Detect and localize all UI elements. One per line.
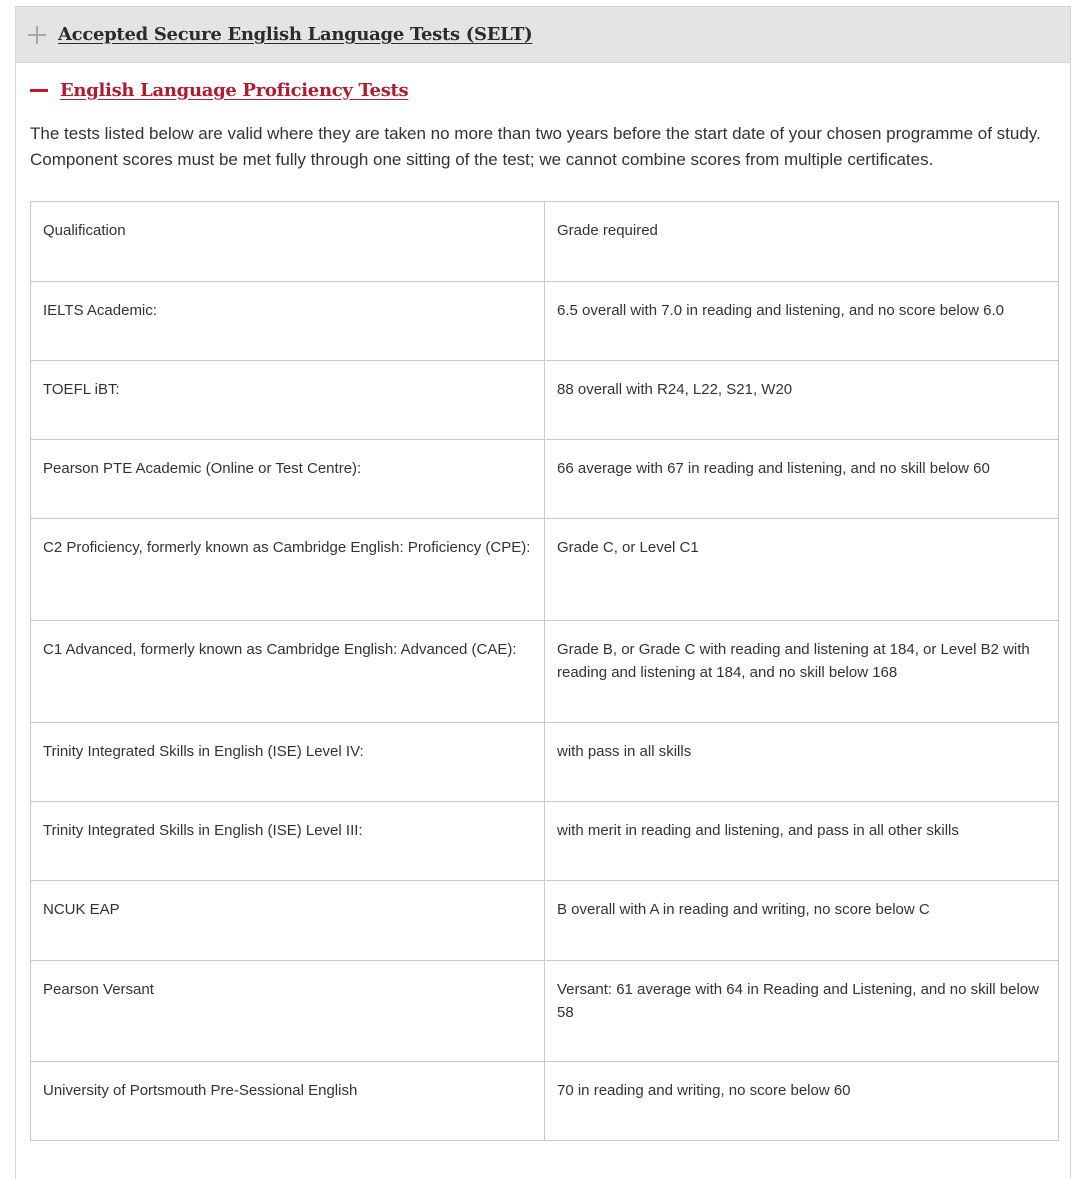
table-row bbox=[31, 802, 1059, 881]
accordion bbox=[15, 6, 1071, 1179]
grade-cell: with merit in reading and listening, and pass in all other skills bbox=[545, 802, 1059, 881]
plus-icon[interactable] bbox=[28, 26, 46, 44]
qualification-cell: C2 Proficiency, formerly known as Cambridge English: Proficiency (CPE): bbox=[31, 519, 545, 621]
proficiency-accordion-title[interactable]: English Language Proficiency Tests bbox=[60, 79, 409, 101]
table-row bbox=[31, 961, 1059, 1062]
qualification-cell: Trinity Integrated Skills in English (ISE) Level IV: bbox=[31, 723, 545, 802]
grade-cell: 70 in reading and writing, no score below 60 bbox=[545, 1062, 1059, 1141]
header-qualification: Qualification bbox=[31, 202, 545, 282]
proficiency-panel bbox=[16, 65, 1070, 1141]
requirements-table bbox=[30, 201, 1059, 1141]
qualification-cell: Pearson Versant bbox=[31, 961, 545, 1062]
qualification-cell: TOEFL iBT: bbox=[31, 361, 545, 440]
grade-cell: B overall with A in reading and writing, no score below C bbox=[545, 881, 1059, 961]
proficiency-accordion-header[interactable] bbox=[30, 65, 1056, 115]
table-row bbox=[31, 1062, 1059, 1141]
table-row bbox=[31, 621, 1059, 723]
table-header-row bbox=[31, 202, 1059, 282]
header-grade: Grade required bbox=[545, 202, 1059, 282]
grade-cell: 88 overall with R24, L22, S21, W20 bbox=[545, 361, 1059, 440]
qualification-cell: University of Portsmouth Pre-Sessional English bbox=[31, 1062, 545, 1141]
minus-icon[interactable] bbox=[30, 81, 48, 99]
qualification-cell: NCUK EAP bbox=[31, 881, 545, 961]
table-row bbox=[31, 361, 1059, 440]
table-row bbox=[31, 723, 1059, 802]
grade-cell: with pass in all skills bbox=[545, 723, 1059, 802]
qualification-cell: IELTS Academic: bbox=[31, 282, 545, 361]
grade-cell: Versant: 61 average with 64 in Reading and Listening, and no skill below 58 bbox=[545, 961, 1059, 1062]
qualification-cell: Pearson PTE Academic (Online or Test Centre): bbox=[31, 440, 545, 519]
table-row bbox=[31, 881, 1059, 961]
selt-accordion-header[interactable] bbox=[16, 7, 1070, 63]
table-row bbox=[31, 282, 1059, 361]
grade-cell: Grade B, or Grade C with reading and listening at 184, or Level B2 with reading and listening at 184, and no skill below 168 bbox=[545, 621, 1059, 723]
table-row bbox=[31, 519, 1059, 621]
selt-accordion-title[interactable]: Accepted Secure English Language Tests (SELT) bbox=[58, 24, 533, 45]
qualification-cell: Trinity Integrated Skills in English (ISE) Level III: bbox=[31, 802, 545, 881]
intro-text: The tests listed below are valid where they are taken no more than two years before the start date of your chosen programme of study. Component scores must be met fully through one sitting of the test; we cannot combine scores from multiple certificates. bbox=[30, 124, 1041, 169]
grade-cell: 66 average with 67 in reading and listening, and no skill below 60 bbox=[545, 440, 1059, 519]
grade-cell: Grade C, or Level C1 bbox=[545, 519, 1059, 621]
grade-cell: 6.5 overall with 7.0 in reading and listening, and no score below 6.0 bbox=[545, 282, 1059, 361]
qualification-cell: C1 Advanced, formerly known as Cambridge English: Advanced (CAE): bbox=[31, 621, 545, 723]
table-row bbox=[31, 440, 1059, 519]
